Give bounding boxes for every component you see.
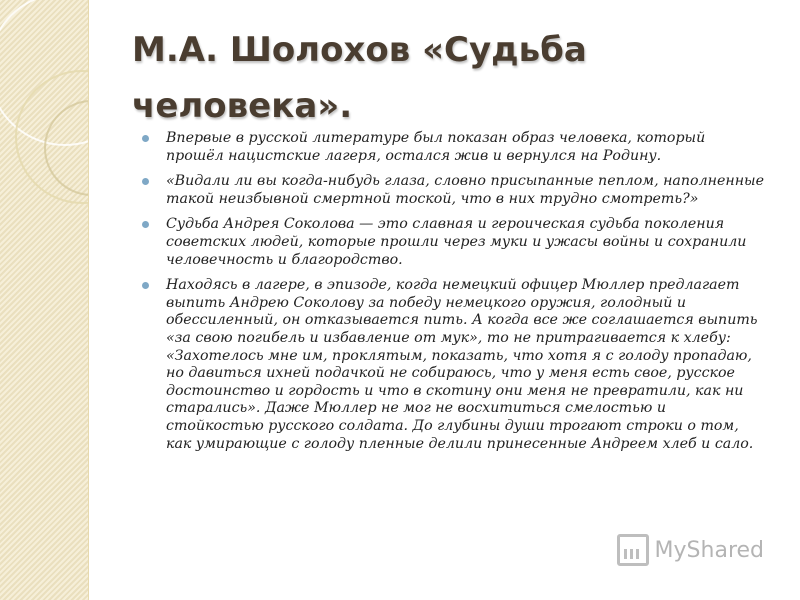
decorative-side-band [0, 0, 89, 600]
bullet-dot-icon [142, 135, 149, 142]
slide-title: М.А. Шолохов «Судьба человека». [132, 30, 587, 126]
bullet-item [142, 130, 764, 165]
bullet-text: «Видали ли вы когда-нибудь глаза, словно присыпанные пеплом, наполненные такой неизбывной смертной тоской, что в них трудно смотреть?» [166, 173, 764, 207]
bullet-item [142, 173, 764, 208]
bullet-list [142, 130, 764, 461]
bullet-item [142, 277, 764, 453]
watermark-brand: MyShared [654, 537, 764, 563]
bullet-dot-icon [142, 178, 149, 185]
bullet-item [142, 216, 764, 269]
chart-logo-icon [617, 534, 649, 566]
bullet-dot-icon [142, 221, 149, 228]
bullet-text: Впервые в русской литературе был показан образ человека, который прошёл нацистские лагеря, остался жив и вернулся на Родину. [166, 130, 706, 164]
bullet-text: Находясь в лагере, в эпизоде, когда немецкий офицер Мюллер предлагает выпить Андрею Соколову за победу немецкого оружия, голодный и обессиленный, он отказывается пить. А когда все же соглашается выпить «за свою погибель и избавление от мук», то не притрагивается к хлебу: «Захотелось мне им, проклятым, показать, что хотя я с голоду пропадаю, но давиться ихней подачкой не собираюсь, что у меня есть свое, русское достоинство и гордость и что в скотину они меня не превратили, как ни старались». Даже Мюллер не мог не восхититься смелостью и стойкостью русского солдата. До глубины души трогают строки о том, как умирающие с голоду пленные делили принесенные Андреем хлеб и сало. [166, 277, 758, 452]
bullet-text: Судьба Андрея Соколова — это славная и героическая судьба поколения советских людей, которые прошли через муки и ужасы войны и сохранили человечность и благородство. [166, 216, 747, 268]
bullet-dot-icon [142, 282, 149, 289]
watermark [617, 534, 764, 566]
